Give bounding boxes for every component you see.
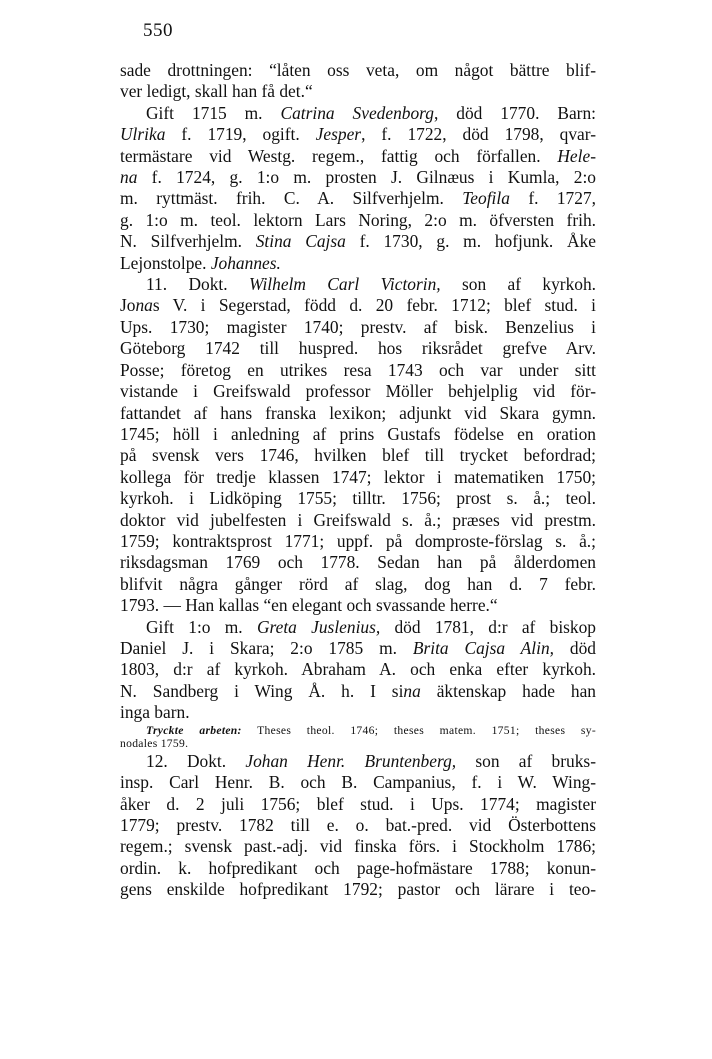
text-line: fattandet af hans franska lexikon; adjunkt vid Skara gymn. <box>120 402 596 423</box>
text-line: Jonas V. i Segerstad, född d. 20 febr. 1712; blef stud. i <box>120 295 596 316</box>
text-line: 1793. — Han kallas “en elegant och svassande herre.“ <box>120 595 498 616</box>
text-line: Ups. 1730; magister 1740; prestv. af bisk. Benzelius i <box>120 316 596 337</box>
text-line: insp. Carl Henr. B. och B. Campanius, f. i W. Wing- <box>120 772 596 793</box>
paragraph-1 <box>120 103 596 274</box>
text-line: Göteborg 1742 till huspred. hos riksrådet grefve Arv. <box>120 338 596 359</box>
text-line: 12. Dokt. Johan Henr. Bruntenberg, son af bruks- <box>146 750 596 771</box>
text-line: sade drottningen: “låten oss veta, om något bättre blif- <box>120 60 596 80</box>
text-line: kollega för tredje klassen 1747; lektor i matematiken 1750; <box>120 466 596 487</box>
text-line: inga barn. <box>120 702 190 723</box>
text-line: kyrkoh. i Lidköping 1755; tilltr. 1756; prost s. å.; teol. <box>120 488 596 509</box>
text-line: på svensk vers 1746, hvilken blef till trycket befordrad; <box>120 445 596 466</box>
text-line: Daniel J. i Skara; 2:o 1785 m. Brita Cajsa Alin, död <box>120 637 596 658</box>
text-line: åker d. 2 juli 1756; blef stud. i Ups. 1774; magister <box>120 793 596 814</box>
text-line: 1745; höll i anledning af prins Gustafs födelse en oration <box>120 423 596 444</box>
paragraph-4 <box>120 751 596 901</box>
paragraph-2 <box>120 274 596 617</box>
text-line: Posse; företog en utrikes resa 1743 och var under sitt <box>120 359 596 380</box>
text-line: Lejonstolpe. Johannes. <box>120 252 281 273</box>
note-line: Tryckte arbeten: Theses theol. 1746; theses matem. 1751; theses sy- <box>146 723 596 737</box>
text-line: ordin. k. hofpredikant och page-hofmästare 1788; konun- <box>120 857 596 878</box>
note-line: nodales 1759. <box>120 737 189 751</box>
footnote-works <box>120 724 596 751</box>
text-line: regem.; svensk past.-adj. vid finska förs. i Stockholm 1786; <box>120 836 596 857</box>
text-line: m. ryttmäst. frih. C. A. Silfverhjelm. Teofila f. 1727, <box>120 188 596 209</box>
text-line: gens enskilde hofpredikant 1792; pastor och lärare i teo- <box>120 879 596 900</box>
text-line: Gift 1:o m. Greta Juslenius, död 1781, d:r af biskop <box>146 616 596 637</box>
text-line: 1779; prestv. 1782 till e. o. bat.-pred. vid Österbottens <box>120 815 596 835</box>
paragraph-0 <box>120 60 596 103</box>
text-line: vistande i Greifswald professor Möller behjelplig vid för- <box>120 381 596 402</box>
text-line: N. Sandberg i Wing Å. h. I sina äktenskap hade han <box>120 680 596 701</box>
text-line: 1803, d:r af kyrkoh. Abraham A. och enka efter kyrkoh. <box>120 659 596 680</box>
text-line: doktor vid jubelfesten i Greifswald s. å.; præses vid prestm. <box>120 509 596 530</box>
text-line: 1759; kontraktsprost 1771; uppf. på domproste-förslag s. å.; <box>120 530 596 551</box>
text-line: na f. 1724, g. 1:o m. prosten J. Gilnæus i Kumla, 2:o <box>120 167 596 188</box>
text-line: blifvit några gånger rörd af slag, dog han d. 7 febr. <box>120 573 596 594</box>
body-text <box>120 60 596 901</box>
text-line: termästare vid Westg. regem., fattig och förfallen. Hele- <box>120 145 596 166</box>
text-line: ver ledigt, skall han få det.“ <box>120 81 313 102</box>
text-line: Gift 1715 m. Catrina Svedenborg, död 1770. Barn: <box>146 102 596 123</box>
text-line: Ulrika f. 1719, ogift. Jesper, f. 1722, död 1798, qvar- <box>120 124 596 145</box>
text-line: g. 1:o m. teol. lektorn Lars Noring, 2:o m. öfversten frih. <box>120 209 596 230</box>
text-line: N. Silfverhjelm. Stina Cajsa f. 1730, g. m. hofjunk. Åke <box>120 231 596 252</box>
text-line: 11. Dokt. Wilhelm Carl Victorin, son af kyrkoh. <box>146 274 596 295</box>
text-line: riksdagsman 1769 och 1778. Sedan han på ålderdomen <box>120 552 596 573</box>
paragraph-3 <box>120 617 596 724</box>
page-number: 550 <box>143 20 173 41</box>
